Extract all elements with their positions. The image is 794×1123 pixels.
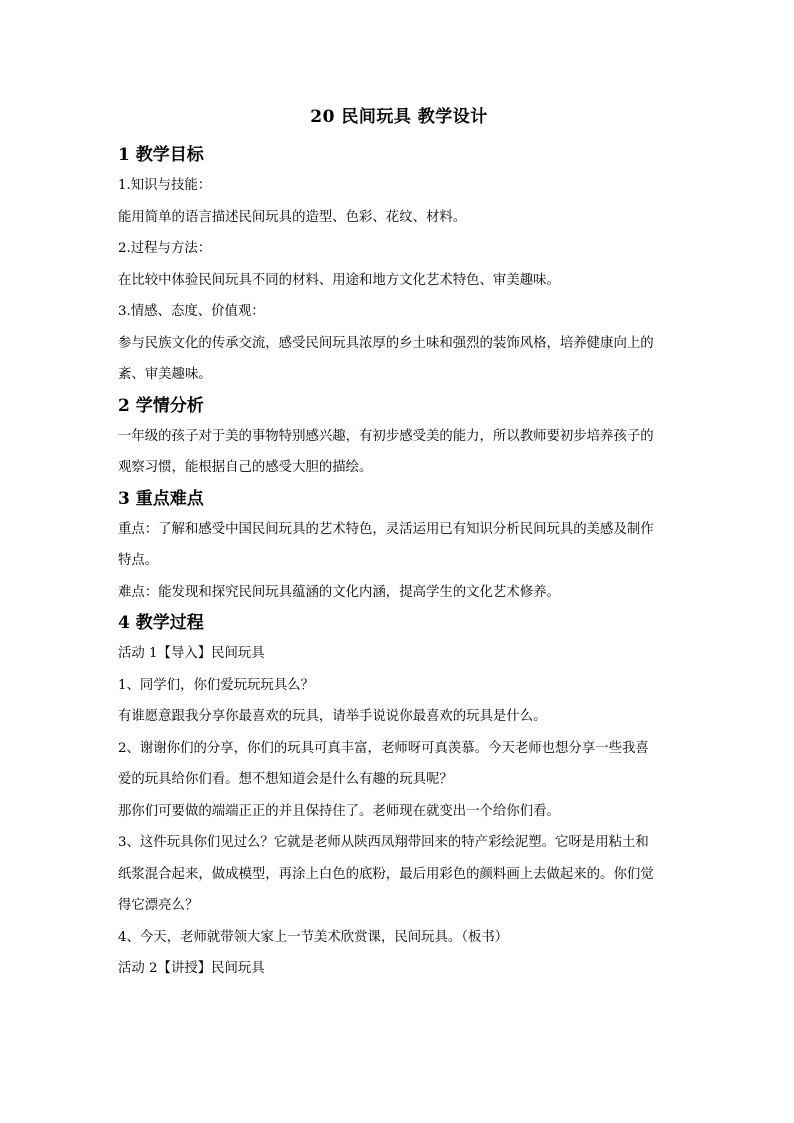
paragraph: 1、同学们，你们爱玩玩玩具么？ [118, 677, 314, 693]
paragraph: 紊、审美趣味。 [118, 367, 212, 382]
section-learner-analysis [118, 391, 680, 484]
paragraph: 特点。 [118, 553, 159, 568]
section-key-difficulties [118, 484, 680, 609]
document-title: 20 民间玩具 教学设计 [310, 107, 488, 127]
paragraph: 纸浆混合起来，做成模型，再涂上白色的底粉，最后用彩色的颜料画上去做起来的。你们觉 [118, 866, 654, 882]
paragraph: 爱的玩具给你们看。想不想知道会是什么有趣的玩具呢？ [118, 772, 453, 787]
paragraph: 观察习惯，能根据自己的感受大胆的描绘。 [118, 460, 373, 475]
paragraph: 4、今天，老师就带领大家上一节美术欣赏课，民间玩具。（板书） [118, 929, 509, 945]
paragraph: 难点：能发现和探究民间玩具蕴涵的文化内涵，提高学生的文化艺术修养。 [118, 584, 560, 600]
section-teaching-objectives [118, 140, 680, 391]
paragraph: 有谁愿意跟我分享你最喜欢的玩具，请举手说说你最喜欢的玩具是什么。 [118, 709, 547, 724]
paragraph: 重点：了解和感受中国民间玩具的艺术特色，灵活运用已有知识分析民间玩具的美感及制作 [118, 521, 654, 537]
section-heading: 2 学情分析 [118, 395, 204, 416]
paragraph: 1.知识与技能： [118, 178, 212, 193]
document-page [118, 104, 680, 985]
paragraph: 那你们可要做的端端正正的并且保持住了。老师现在就变出一个给你们看。 [118, 803, 560, 819]
paragraph: 一年级的孩子对于美的事物特别感兴趣，有初步感受美的能力，所以教师要初步培养孩子的 [118, 428, 654, 444]
paragraph: 活动 2【讲授】民间玩具 [118, 961, 265, 976]
section-teaching-process [118, 608, 680, 985]
paragraph: 参与民族文化的传承交流，感受民间玩具浓厚的乡土味和强烈的装饰风格，培养健康向上的 [118, 335, 654, 351]
section-heading: 4 教学过程 [118, 613, 204, 633]
paragraph: 得它漂亮么？ [118, 898, 199, 913]
section-heading: 3 重点难点 [118, 488, 204, 509]
paragraph: 2、谢谢你们的分享，你们的玩具可真丰富，老师呀可真羡慕。今天老师也想分享一些我喜 [118, 740, 649, 756]
paragraph: 能用简单的语言描述民间玩具的造型、色彩、花纹、材料。 [118, 209, 467, 225]
paragraph: 活动 1【导入】民间玩具 [118, 646, 265, 661]
section-heading: 1 教学目标 [118, 145, 204, 165]
paragraph: 2.过程与方法： [118, 241, 212, 256]
paragraph: 在比较中体验民间玩具不同的材料、用途和地方文化艺术特色、审美趣味。 [118, 272, 560, 288]
paragraph: 3、这件玩具你们见过么？它就是老师从陕西凤翔带回来的特产彩绘泥塑。它呀是用粘土和 [118, 835, 649, 850]
paragraph: 3.情感、态度、价值观： [118, 304, 265, 319]
